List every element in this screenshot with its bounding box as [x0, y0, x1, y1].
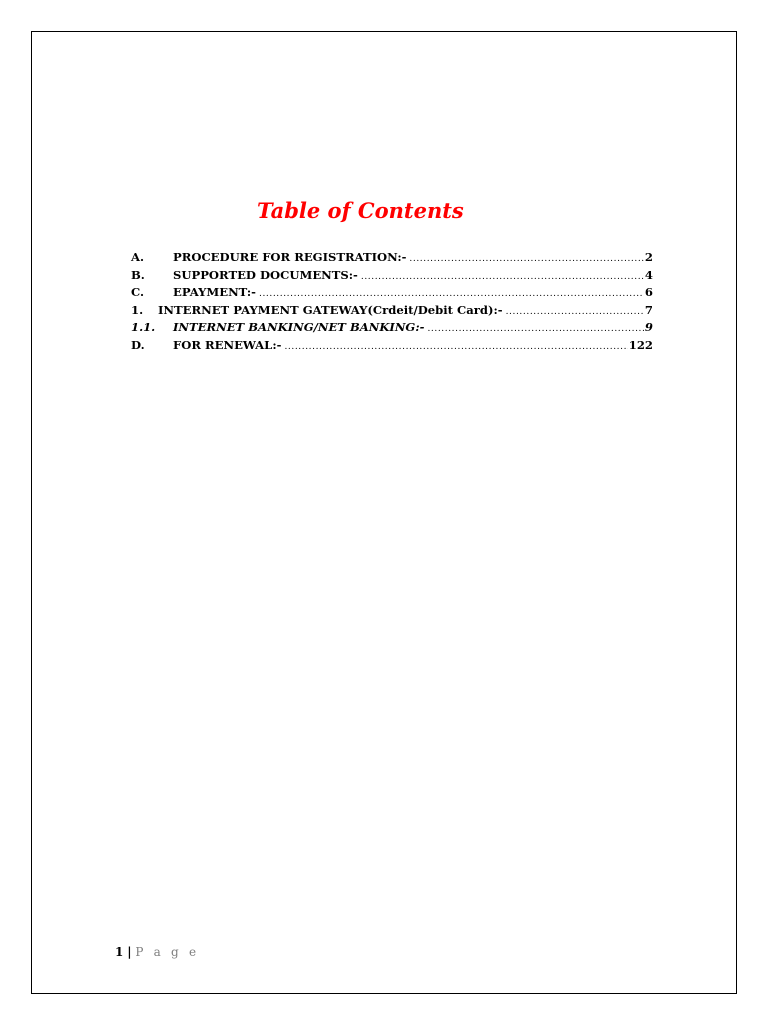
toc-entry-page: 122 — [628, 337, 653, 352]
footer-separator: | — [127, 945, 132, 959]
toc-entry-1-1[interactable] — [131, 320, 653, 338]
toc-entry-label: PROCEDURE FOR REGISTRATION:- — [173, 250, 407, 264]
toc-entry-label: INTERNET BANKING/NET BANKING:- — [173, 320, 425, 335]
toc-dot-leader — [409, 254, 644, 264]
toc-entry-number: 1. — [131, 302, 144, 317]
toc-dot-leader — [427, 324, 643, 334]
toc-entry-label: FOR RENEWAL:- — [173, 337, 282, 352]
toc-entry-1[interactable] — [131, 303, 653, 321]
footer-page-number: 1 — [115, 945, 124, 959]
toc-entry-c[interactable] — [131, 285, 653, 303]
page-border — [31, 31, 737, 994]
toc-entry-label: EPAYMENT:- — [173, 285, 256, 300]
toc-dot-leader — [284, 342, 627, 352]
toc-entry-a[interactable] — [131, 250, 653, 268]
toc-entry-label: SUPPORTED DOCUMENTS:- — [173, 267, 358, 282]
toc-dot-leader — [506, 307, 644, 317]
page-footer — [115, 945, 199, 959]
toc-entry-number: 1.1. — [131, 320, 156, 335]
toc-entry-number: D. — [131, 337, 145, 352]
toc-title: Table of Contents — [257, 198, 464, 223]
toc-entry-page: 4 — [644, 267, 653, 282]
toc-entry-page: 9 — [644, 320, 653, 335]
toc-entry-number: C. — [131, 285, 145, 300]
toc-dot-leader — [361, 272, 644, 282]
toc-entry-d[interactable] — [131, 338, 653, 356]
toc-entry-page: 7 — [644, 302, 653, 317]
toc-entry-number: B. — [131, 267, 145, 282]
toc-list — [131, 250, 653, 356]
toc-entry-page: 6 — [644, 285, 653, 300]
toc-entry-label: INTERNET PAYMENT GATEWAY(Crdeit/Debit Card):- — [158, 302, 503, 317]
toc-entry-b[interactable] — [131, 268, 653, 286]
footer-page-word: P a g e — [135, 945, 200, 959]
toc-entry-page: 2 — [644, 250, 653, 264]
toc-dot-leader — [259, 289, 644, 299]
toc-entry-number: A. — [131, 250, 145, 264]
